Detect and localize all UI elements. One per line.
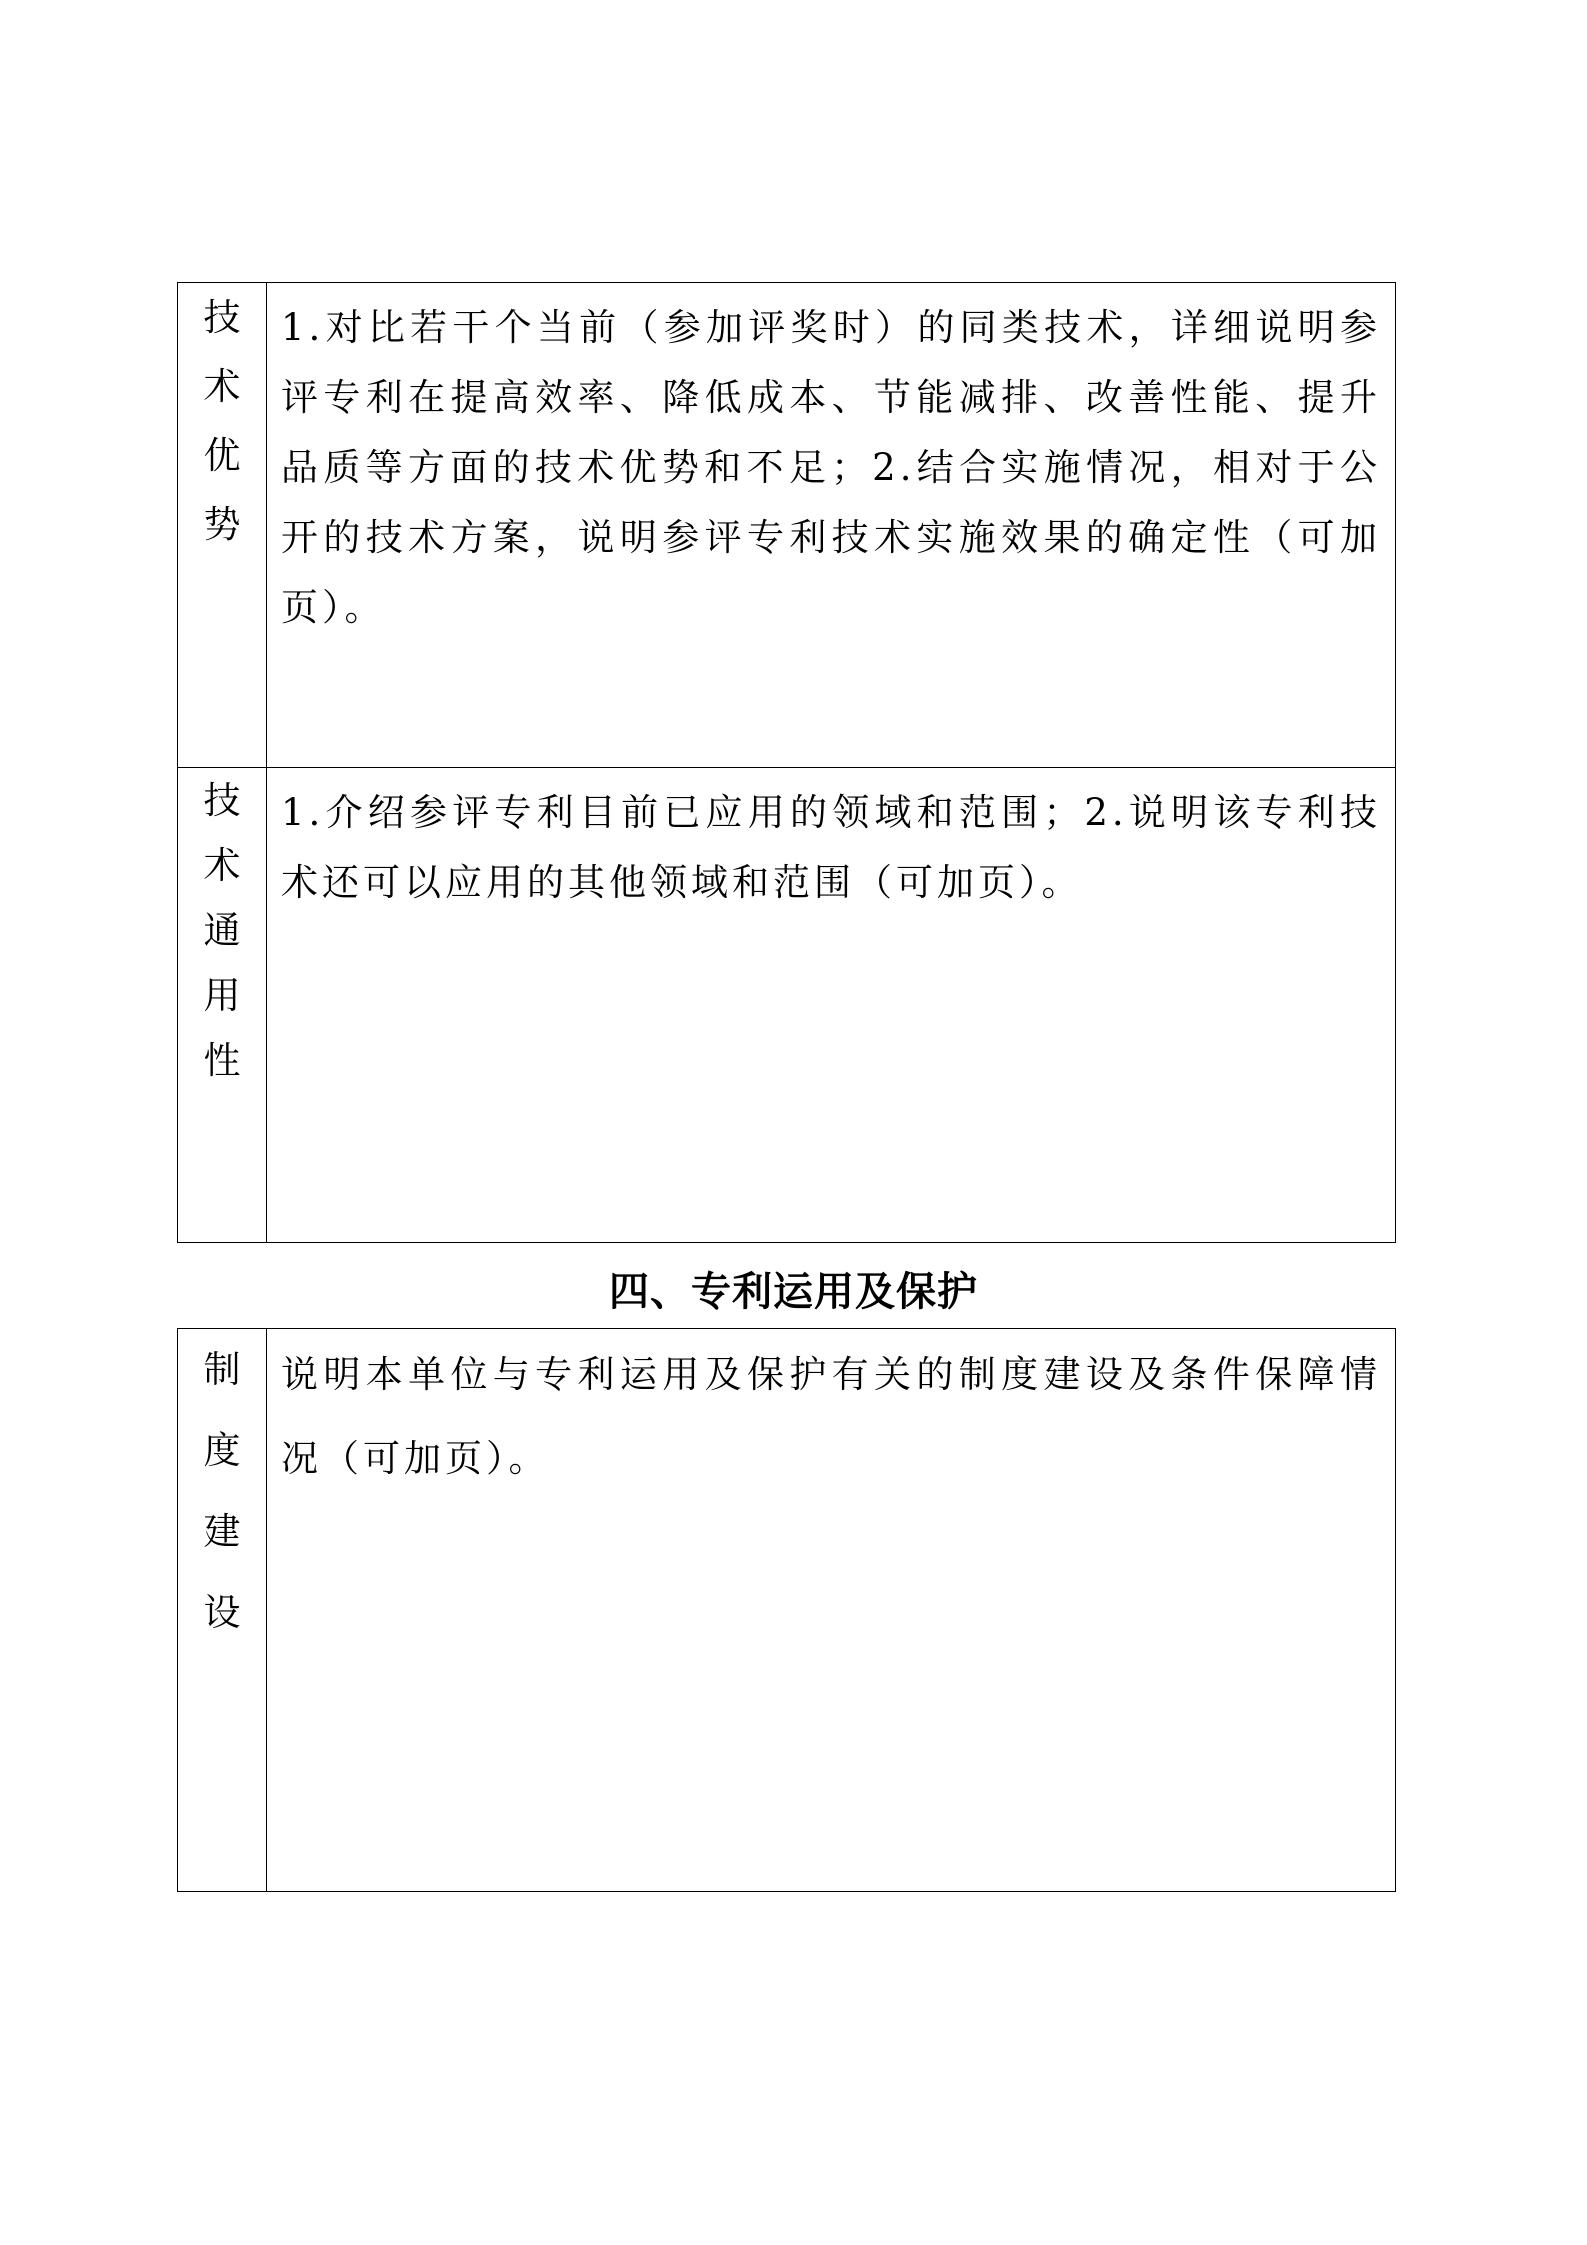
content-text-system-building: 说明本单位与专利运用及保护有关的制度建设及条件保障情况（可加页）。 <box>281 1353 1381 1480</box>
technical-table <box>177 282 1396 1243</box>
label-char: 技 <box>203 779 241 822</box>
system-building-table <box>177 1328 1396 1892</box>
label-char: 技 <box>203 296 241 339</box>
content-text-technical-generality: 1.介绍参评专利目前已应用的领域和范围；2.说明该专利技术还可以应用的其他领域和范围（可加页）。 <box>281 791 1381 904</box>
label-char: 建 <box>203 1510 241 1553</box>
vertical-label-system-building <box>178 1329 266 1653</box>
table-row-technical-advantage <box>178 283 1396 768</box>
vertical-label-technical-generality <box>178 768 266 1093</box>
label-cell-system-building <box>178 1329 267 1892</box>
vertical-label-technical-advantage <box>178 283 266 559</box>
content-cell-system-building[interactable] <box>267 1329 1396 1892</box>
label-char: 优 <box>203 434 241 477</box>
label-char: 用 <box>203 974 241 1017</box>
label-char: 术 <box>203 365 241 408</box>
label-char: 度 <box>203 1429 241 1472</box>
label-char: 性 <box>203 1039 241 1082</box>
content-text-technical-advantage: 1.对比若干个当前（参加评奖时）的同类技术，详细说明参评专利在提高效率、降低成本、节能减排、改善性能、提升品质等方面的技术优势和不足；2.结合实施情况，相对于公开的技术方案，说明参评专利技术实施效果的确定性（可加页）。 <box>281 306 1381 629</box>
section-title: 四、专利运用及保护 <box>609 1269 978 1315</box>
label-cell-technical-generality <box>178 768 267 1243</box>
table-row-technical-generality <box>178 768 1396 1243</box>
label-char: 术 <box>203 844 241 887</box>
label-cell-technical-advantage <box>178 283 267 768</box>
content-cell-technical-advantage[interactable] <box>267 283 1396 768</box>
label-char: 制 <box>203 1348 241 1391</box>
content-cell-technical-generality[interactable] <box>267 768 1396 1243</box>
label-char: 势 <box>203 503 241 546</box>
label-char: 通 <box>203 909 241 952</box>
table-row-system-building <box>178 1329 1396 1892</box>
label-char: 设 <box>203 1591 241 1634</box>
